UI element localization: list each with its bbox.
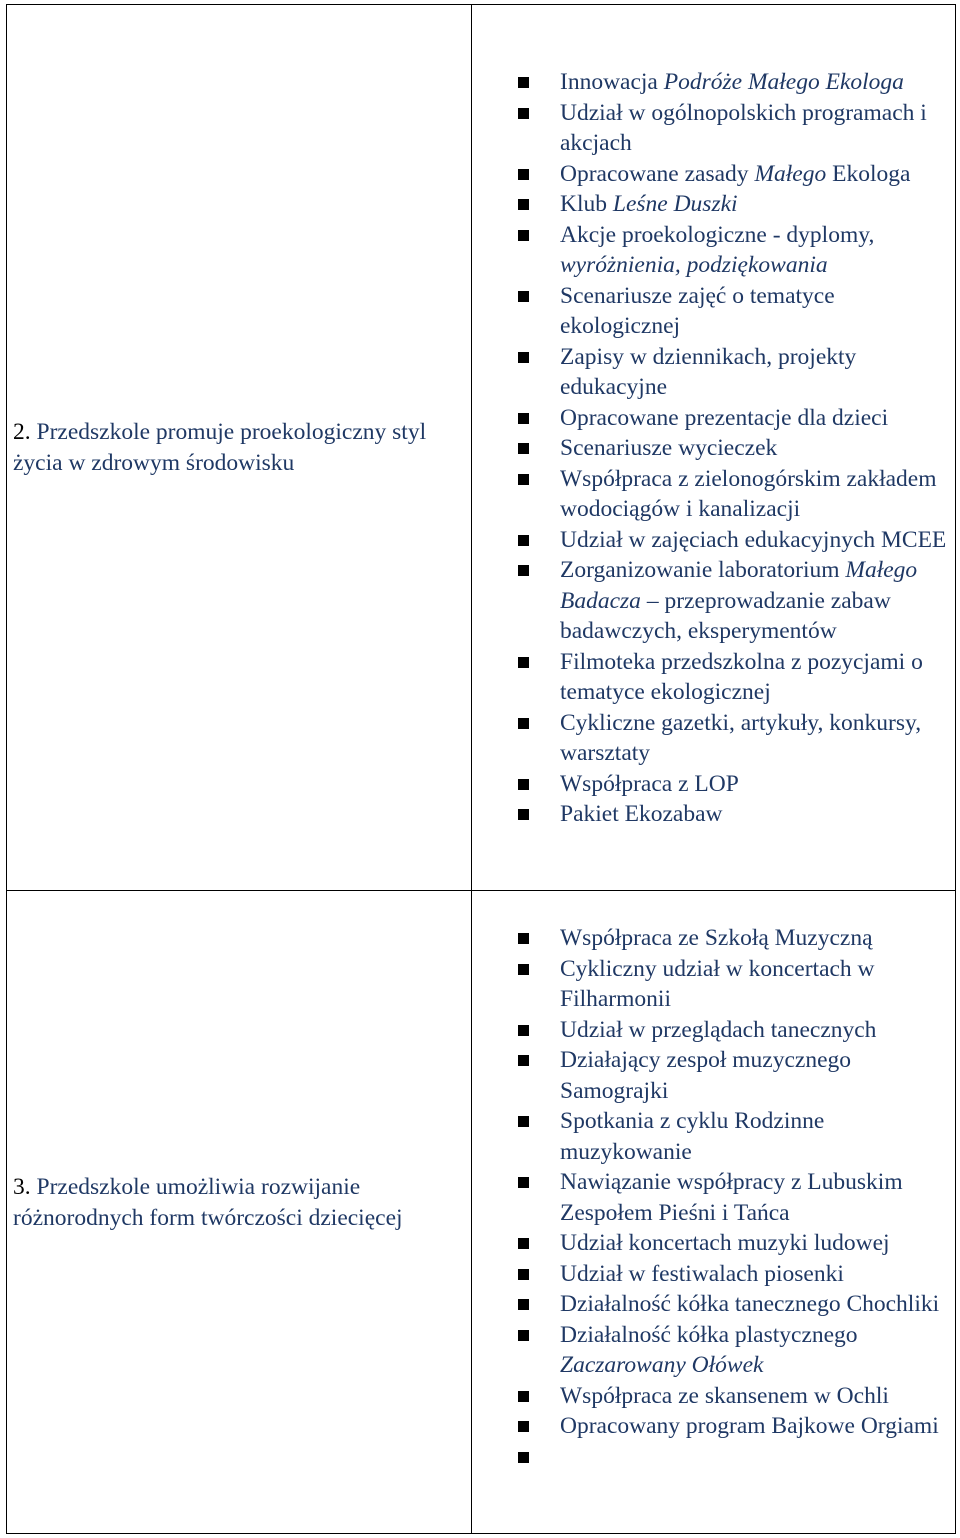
list-item: [514, 923, 951, 954]
list-item: [514, 189, 951, 220]
criterion-number: 2.: [13, 419, 31, 445]
list-item: [514, 67, 951, 98]
list-item: [514, 1167, 951, 1228]
square-bullet-icon: [518, 779, 529, 790]
square-bullet-icon: [518, 474, 529, 485]
square-bullet-icon: [518, 1391, 529, 1402]
list-item-text: Udział w przeglądach tanecznych: [560, 1016, 877, 1043]
list-item: [514, 1411, 951, 1442]
list-item-text: Ekologa: [826, 160, 911, 187]
list-item-text: Scenariusze wycieczek: [560, 435, 778, 461]
square-bullet-icon: [518, 1421, 529, 1432]
list-item-text: Akcje proekologiczne - dyplomy,: [560, 221, 875, 248]
criterion-description: Przedszkole umożliwia rozwijanie różnorodnych form twórczości dziecięcej: [13, 1174, 403, 1231]
square-bullet-icon: [518, 230, 529, 241]
list-item: [514, 433, 951, 464]
list-item: [514, 1381, 951, 1412]
list-item: [514, 799, 951, 830]
square-bullet-icon: [518, 77, 529, 88]
list-item-text: Podróże Małego Ekologa: [663, 69, 904, 95]
square-bullet-icon: [518, 565, 529, 576]
list-item: [514, 1289, 951, 1320]
square-bullet-icon: [518, 964, 529, 975]
list-item-text: Współpraca z zielonogórskim zakładem wodociągów i kanalizacji: [560, 465, 937, 522]
criterion-cell: [6, 891, 472, 1534]
list-item-text: Leśne Duszki: [612, 191, 738, 217]
list-item-text: Działający zespoł muzycznego Samograjki: [560, 1047, 851, 1104]
list-item: [514, 647, 951, 708]
square-bullet-icon: [518, 352, 529, 363]
list-item: [514, 708, 951, 769]
list-item: [514, 1259, 951, 1290]
square-bullet-icon: [518, 199, 529, 210]
square-bullet-icon: [518, 657, 529, 668]
square-bullet-icon: [518, 535, 529, 546]
square-bullet-icon: [518, 1330, 529, 1341]
list-item-text: Małego: [754, 160, 827, 187]
square-bullet-icon: [518, 1269, 529, 1280]
list-item-text: Opracowany program Bajkowe Orgiami: [560, 1413, 939, 1439]
square-bullet-icon: [518, 413, 529, 424]
list-item: [514, 281, 951, 342]
list-item-text: Nawiązanie współpracy z Lubuskim Zespołem Pieśni i Tańca: [560, 1169, 903, 1226]
list-item: [514, 555, 951, 647]
criterion-text: [13, 417, 461, 478]
criterion-number: 3.: [13, 1174, 31, 1200]
list-item-text: Cykliczne gazetki, artykuły, konkursy, warsztaty: [560, 709, 922, 766]
list-item-text: – przeprowadzanie zabaw badawczych, eksperymentów: [560, 587, 891, 644]
list-item-text: Pakiet Ekozabaw: [560, 801, 723, 827]
list-item: [514, 769, 951, 800]
square-bullet-icon: [518, 809, 529, 820]
list-item-text: Udział w ogólnopolskich programach i akcjach: [560, 99, 927, 156]
list-item-text: Działalność kółka plastycznego: [560, 1321, 858, 1348]
square-bullet-icon: [518, 108, 529, 119]
table-row-criterion-2: [6, 4, 956, 891]
list-item-text: Scenariusze zajęć o tematyce ekologicznej: [560, 282, 835, 339]
list-item-text: Innowacja: [560, 69, 664, 95]
list-item-text: Klub: [560, 191, 613, 217]
list-item-text: Spotkania z cyklu Rodzinne muzykowanie: [560, 1108, 825, 1165]
table-row-criterion-3: [6, 891, 956, 1534]
list-item-text: Filmoteka przedszkolna z pozycjami o tematyce ekologicznej: [560, 648, 923, 705]
square-bullet-icon: [518, 1055, 529, 1066]
list-item: [514, 1320, 951, 1381]
list-item-text: Udział w festiwalach piosenki: [560, 1260, 844, 1287]
list-item-text: Cykliczny udział w koncertach w Filharmonii: [560, 955, 875, 1012]
list-item-text: Zaczarowany Ołówek: [560, 1352, 764, 1378]
list-item-text: Współpraca z LOP: [560, 770, 739, 797]
list-item-text: wyróżnienia, podziękowania: [560, 252, 828, 278]
square-bullet-icon: [518, 933, 529, 944]
square-bullet-icon: [518, 1025, 529, 1036]
evidence-cell: [471, 891, 956, 1534]
list-item-text: Współpraca ze skansenem w Ochli: [560, 1382, 889, 1409]
square-bullet-icon: [518, 1452, 529, 1463]
list-item: [514, 98, 951, 159]
evidence-list: [514, 67, 951, 830]
list-item: [514, 954, 951, 1015]
list-item: [514, 1015, 951, 1046]
criterion-text: [13, 1172, 461, 1233]
list-item: [514, 403, 951, 434]
list-item: [514, 1228, 951, 1259]
square-bullet-icon: [518, 1177, 529, 1188]
criterion-description: Przedszkole promuje proekologiczny styl życia w zdrowym środowisku: [13, 419, 427, 476]
list-item-text: Działalność kółka tanecznego Chochliki: [560, 1291, 940, 1317]
list-item: [514, 159, 951, 190]
list-item-text: Zapisy w dziennikach, projekty edukacyjne: [560, 343, 857, 400]
criteria-table: [6, 4, 956, 1534]
list-item: [514, 1106, 951, 1167]
list-item-text: Udział koncertach muzyki ludowej: [560, 1230, 890, 1256]
list-item-text: Udział w zajęciach edukacyjnych MCEE: [560, 526, 947, 553]
list-item-text: Współpraca ze Szkołą Muzyczną: [560, 925, 873, 951]
square-bullet-icon: [518, 1299, 529, 1310]
list-item-text: Zorganizowanie laboratorium: [560, 557, 846, 583]
list-item-text: Opracowane zasady: [560, 160, 755, 187]
list-item: [514, 220, 951, 281]
list-item: [514, 342, 951, 403]
list-item: [514, 525, 951, 556]
list-item: [514, 464, 951, 525]
evidence-cell: [471, 4, 956, 891]
list-item: [514, 1045, 951, 1106]
square-bullet-icon: [518, 443, 529, 454]
criterion-cell: [6, 4, 472, 891]
square-bullet-icon: [518, 291, 529, 302]
evidence-list: [514, 923, 951, 1442]
list-item-text: Opracowane prezentacje dla dzieci: [560, 404, 889, 431]
square-bullet-icon: [518, 1116, 529, 1127]
list-item-text: Małego Badacza: [560, 557, 918, 614]
square-bullet-icon: [518, 169, 529, 180]
square-bullet-icon: [518, 718, 529, 729]
square-bullet-icon: [518, 1238, 529, 1249]
